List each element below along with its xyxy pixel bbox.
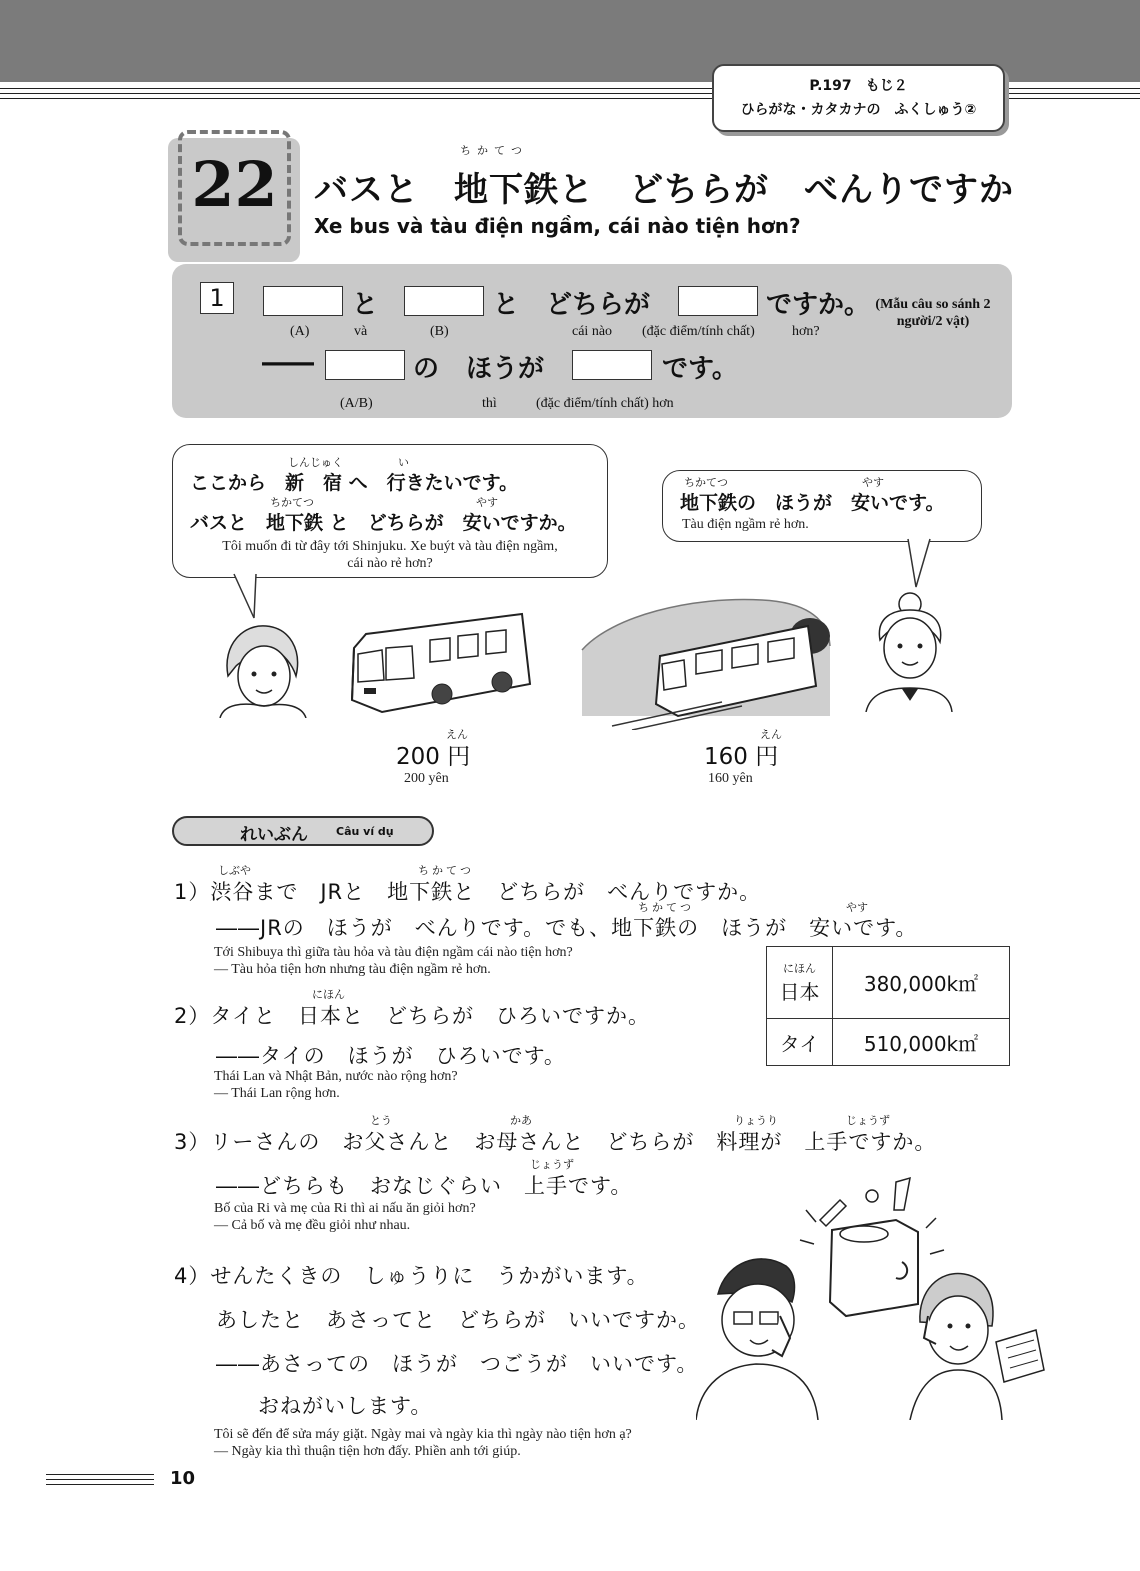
example-1-answer: ――JRの ほうが べんりです。でも、地下鉄の ほうが 安いです。 xyxy=(216,916,918,940)
gloss-feature: (đặc điểm/tính chất) xyxy=(642,324,755,339)
furi-nihon: にほん xyxy=(312,988,345,1001)
blank-a xyxy=(263,286,343,316)
houga: ほうが xyxy=(466,354,545,384)
woman-illustration xyxy=(214,614,310,718)
furi-i: い xyxy=(398,456,409,469)
example-3-vi-2: ― Cả bố và mẹ đều giỏi như nhau. xyxy=(214,1218,411,1233)
desu: です。 xyxy=(662,354,738,384)
furi-jouzu: じょうず xyxy=(846,1114,890,1127)
title-furigana: ちかてつ xyxy=(460,144,528,157)
example-3-question: 3）リーさんの お父さんと お母さんと どちらが 料理が 上手ですか。 xyxy=(174,1130,937,1154)
examples-label: れいぶん xyxy=(240,825,308,845)
desuka: ですか。 xyxy=(766,290,871,320)
example-4-vi-2: ― Ngày kia thì thuận tiện hơn đấy. Phiền anh tới giúp. xyxy=(214,1444,521,1459)
train-price: 160 円 xyxy=(704,744,779,770)
example-3-answer: ――どちらも おなじぐらい 上手です。 xyxy=(216,1174,633,1198)
left-line-2: バスと 地下鉄 と どちらが 安いですか。 xyxy=(190,512,577,534)
example-4-line-3: ――あさっての ほうが つごうが いいです。 xyxy=(216,1352,699,1376)
example-3-vi-1: Bố của Ri và mẹ của Ri thì ai nấu ăn giỏi hơn? xyxy=(214,1201,476,1216)
examples-sublabel: Câu ví dụ xyxy=(336,825,394,838)
gloss-feature-2: (đặc điểm/tính chất) hơn xyxy=(536,396,674,411)
example-4-vi-1: Tôi sẽ đến để sửa máy giặt. Ngày mai và ngày kia thì ngày nào tiện hơn ạ? xyxy=(214,1427,632,1442)
reference-topic: ひらがな・カタカナの ふくしゅう② xyxy=(740,102,977,118)
blank-b xyxy=(404,286,484,316)
gloss-b: (B) xyxy=(430,324,449,339)
example-2-question: 2）タイと 日本と どちらが ひろいですか。 xyxy=(174,1004,650,1028)
table-cell-country xyxy=(767,947,833,1019)
left-translation-1: Tôi muốn đi từ đây tới Shinjuku. Xe buýt và tàu điện ngầm, xyxy=(222,539,558,554)
country-thailand: タイ xyxy=(767,1019,833,1066)
pattern-number: 1 xyxy=(200,282,234,314)
furi-chikatetsu-ex1: ちかてつ xyxy=(418,864,474,877)
footer-rule xyxy=(46,1484,154,1485)
gloss-va: và xyxy=(354,324,368,339)
subway-illustration xyxy=(572,586,832,730)
example-2-vi-2: ― Thái Lan rộng hơn. xyxy=(214,1086,340,1101)
right-line-1: 地下鉄の ほうが 安いです。 xyxy=(680,492,945,514)
dochira-ga: どちらが xyxy=(546,290,651,320)
area-thailand: 510,000k㎡ xyxy=(833,1019,1010,1066)
table-row xyxy=(767,947,1010,1019)
bus-illustration xyxy=(346,608,536,718)
example-2-vi-1: Thái Lan và Nhật Bản, nước nào rộng hơn? xyxy=(214,1069,458,1084)
example-4-line-4: おねがいします。 xyxy=(258,1394,433,1418)
particle-no: の xyxy=(413,354,440,384)
lesson-subtitle: Xe bus và tàu điện ngầm, cái nào tiện hơn? xyxy=(314,214,801,238)
gloss-ab: (A/B) xyxy=(340,396,373,411)
example-1-question: 1）渋谷まで JRと 地下鉄と どちらが べんりですか。 xyxy=(174,880,762,904)
right-translation: Tàu điện ngầm rẻ hơn. xyxy=(682,517,809,532)
washing-machine-phone-illustration xyxy=(696,1170,1050,1420)
train-price-vi: 160 yên xyxy=(708,771,753,786)
gloss-cai-nao: cái nào xyxy=(572,324,613,339)
lesson-number: 22 xyxy=(191,148,278,221)
footer-rule xyxy=(46,1474,154,1475)
country-japan: 日本 xyxy=(779,980,820,1004)
example-4-line-1: 4）せんたくきの しゅうりに うかがいます。 xyxy=(174,1264,649,1288)
furi-yasu-ex1: やす xyxy=(846,901,868,914)
furi-ryouri: りょうり xyxy=(734,1114,778,1127)
reference-page: P.197 もじ２ xyxy=(809,78,908,94)
older-woman-illustration xyxy=(864,590,954,712)
example-4-line-2: あしたと あさってと どちらが いいですか。 xyxy=(216,1308,700,1332)
blank-ab xyxy=(325,350,405,380)
furi-chikatetsu-2: ちかてつ xyxy=(684,476,728,489)
right-bubble-tail xyxy=(906,537,936,591)
bus-price: 200 円 xyxy=(396,744,471,770)
furi-yasu: やす xyxy=(476,496,498,509)
furi-chikatetsu: ちかてつ xyxy=(270,496,314,509)
blank-feature-2 xyxy=(572,350,652,380)
lesson-title: バスと 地下鉄と どちらが べんりですか xyxy=(314,170,1014,210)
blank-feature xyxy=(678,286,758,316)
gloss-a: (A) xyxy=(290,324,310,339)
bus-price-furigana: えん xyxy=(446,728,468,741)
footer-rule xyxy=(46,1479,154,1480)
area-japan: 380,000k㎡ xyxy=(833,947,1010,1019)
gloss-hon: hơn? xyxy=(792,324,820,339)
furi-nihon-table: にほん xyxy=(783,962,816,975)
example-2-answer: ――タイの ほうが ひろいです。 xyxy=(216,1044,566,1068)
bus-price-vi: 200 yên xyxy=(404,771,449,786)
furi-yasu-2: やす xyxy=(862,476,884,489)
particle-to: と xyxy=(493,290,520,320)
particle-to: と xyxy=(352,290,379,320)
train-price-furigana: えん xyxy=(760,728,782,741)
answer-dash: ―― xyxy=(262,348,314,378)
pattern-note: (Mẫu câu so sánh 2 người/2 vật) xyxy=(875,297,991,329)
furi-shibuya: しぶや xyxy=(218,864,251,877)
page-number: 10 xyxy=(170,1468,196,1489)
gloss-thi: thì xyxy=(482,396,497,411)
example-1-vi-2: ― Tàu hỏa tiện hơn nhưng tàu điện ngầm rẻ hơn. xyxy=(214,962,491,977)
furi-tou: とう xyxy=(370,1114,392,1127)
furi-jouzu-ans: じょうず xyxy=(530,1158,574,1171)
table-row xyxy=(767,1019,1010,1066)
furi-chikatetsu-ex1b: ちかてつ xyxy=(638,901,694,914)
reference-box xyxy=(712,64,1005,132)
example-1-vi-1: Tới Shibuya thì giữa tàu hỏa và tàu điện ngầm cái nào tiện hơn? xyxy=(214,945,573,960)
area-table xyxy=(766,946,1010,1066)
left-translation-2: cái nào rẻ hơn? xyxy=(347,556,433,571)
furi-shinjuku: しんじゅく xyxy=(288,456,343,469)
furi-kaa: かあ xyxy=(510,1114,532,1127)
left-line-1: ここから 新 宿 へ 行きたいです。 xyxy=(190,472,519,494)
